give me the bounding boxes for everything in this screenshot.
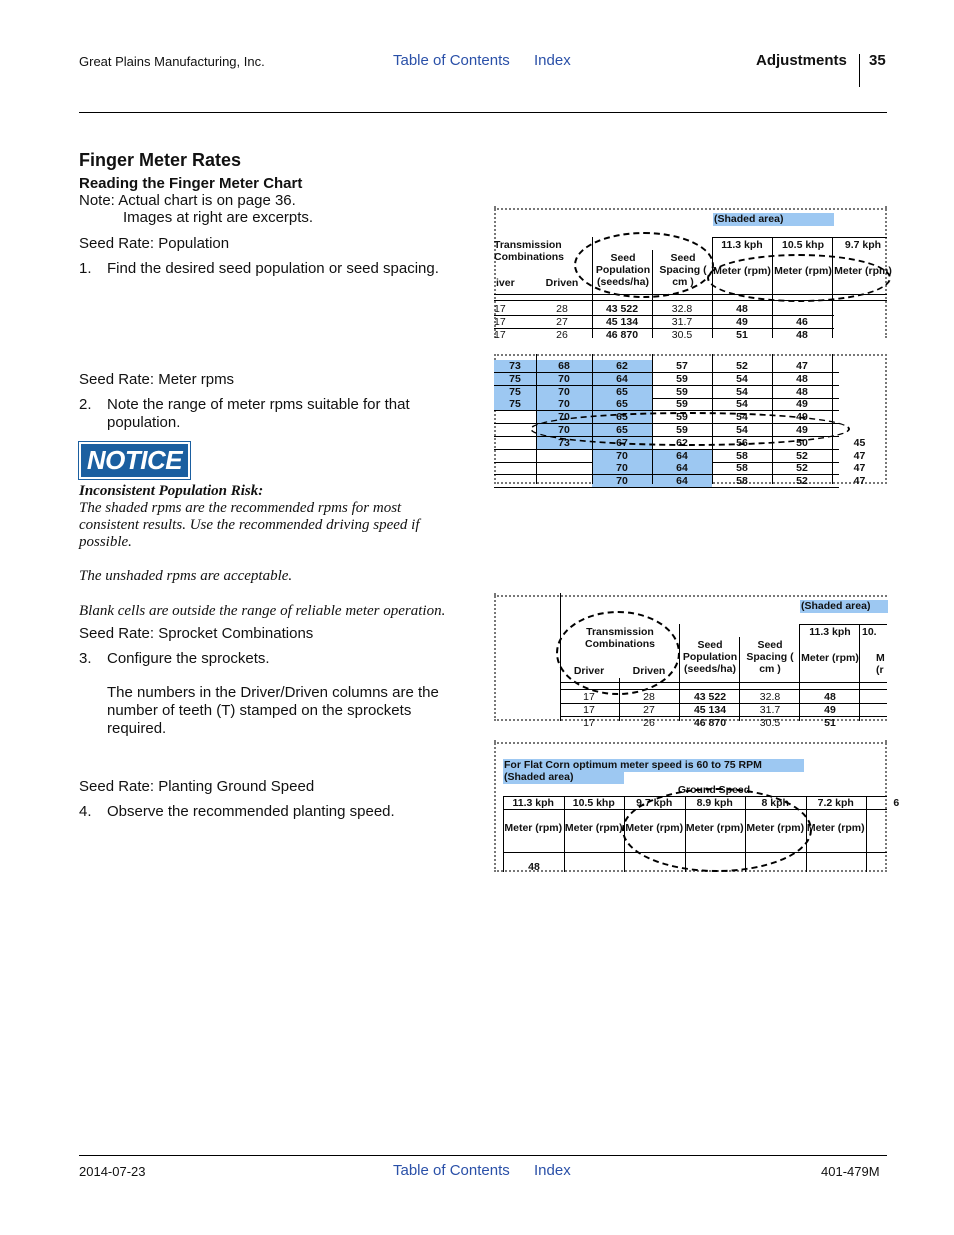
notice-title: Inconsistent Population Risk:	[79, 483, 264, 499]
ground-speed-meter-header: Meter (rpm)	[746, 822, 805, 834]
rpm-cell: 50	[796, 436, 808, 449]
rpm-cell	[536, 450, 592, 462]
rpm-cell: 48	[796, 372, 808, 385]
rpm-cell: 64	[592, 373, 652, 385]
rpm-cell: 70	[536, 411, 592, 423]
rpm-cell	[832, 373, 887, 385]
rpm-cell: 64	[652, 475, 712, 487]
rpm-cell: 59	[676, 385, 688, 398]
sub-heading: Reading the Finger Meter Chart	[79, 175, 303, 192]
ground-speed-label: 10.5 khp	[572, 797, 615, 809]
rpm-cell: 70	[592, 462, 652, 474]
e1-r1-spacing: 32.8	[671, 303, 693, 315]
step1-title: Seed Rate: Population	[79, 235, 230, 252]
rpm-cell: 54	[736, 424, 748, 436]
meter-header-b: Meter (rpm)	[801, 652, 859, 664]
e3-r3-driven: 26	[643, 717, 655, 729]
rpm-cell: 56	[736, 436, 748, 449]
ground-speed-meter-header: Meter (rpm)	[685, 822, 744, 834]
header-rule	[79, 112, 887, 113]
ground-speed-meter-header: Meter (rpm)	[806, 822, 865, 834]
e3-r1-driven: 28	[643, 691, 655, 703]
ground-speed-first-value: 48	[528, 861, 540, 873]
chart-excerpt-population	[494, 206, 892, 341]
rpm-cell: 70	[536, 424, 592, 436]
e1-r2-m1: 49	[736, 316, 748, 328]
ground-speed-highlight-oval	[622, 788, 812, 872]
notice-badge: NOTICE	[79, 442, 190, 479]
ground-speed-label: 8 kph	[761, 797, 789, 809]
section-title: Adjustments	[756, 52, 847, 69]
e1-r2-pop: 45 134	[605, 316, 639, 328]
driver-header: iver	[496, 277, 515, 289]
rpm-cell: 52	[796, 449, 808, 462]
chart-excerpt-sprockets	[494, 593, 887, 729]
e1-r2-driver: 17	[494, 316, 506, 328]
speed-2-b: 10.	[862, 626, 877, 638]
e1-r3-m2: 48	[796, 329, 808, 341]
rpm-cell: 64	[652, 450, 712, 462]
rpm-cell: 54	[736, 398, 748, 411]
driver-header-2: Driver	[573, 665, 605, 677]
rpm-cell: 70	[536, 386, 592, 398]
e1-r2-spacing: 31.7	[671, 316, 693, 328]
ground-speed-col-rule	[564, 796, 565, 872]
meter-header-3: Meter (rpm)	[834, 265, 892, 277]
step3-text: Configure the sprockets.	[107, 650, 270, 667]
speed-1: 11.3 kph	[721, 239, 763, 251]
rpm-cell: 49	[796, 398, 808, 411]
rpm-cell	[494, 437, 536, 449]
ground-speed-header: Ground Speed	[677, 784, 751, 796]
rpm-cell: 73	[536, 437, 592, 449]
rpm-cell: 75	[494, 398, 536, 410]
rpm-col-rule	[536, 354, 537, 484]
transmission-header-2: Transmission Combinations	[585, 626, 655, 650]
e1-r3-pop: 46 870	[605, 329, 639, 341]
shaded-area-label-3: (Shaded area)	[503, 771, 624, 784]
rpm-cell: 62	[592, 360, 652, 372]
population-highlight-oval	[574, 232, 714, 298]
rpm-cell: 52	[796, 475, 808, 488]
e1-r3-m1: 51	[736, 329, 748, 341]
rpm-cell: 75	[494, 373, 536, 385]
notice-paragraph-2: The unshaded rpms are acceptable.	[79, 568, 293, 584]
rpm-cell: 75	[494, 386, 536, 398]
step4-text: Observe the recommended planting speed.	[107, 803, 395, 820]
rpm-cell: 64	[652, 462, 712, 474]
note-line-2: Images at right are excerpts.	[123, 209, 314, 226]
rpm-cell: 47	[853, 462, 866, 475]
chart-excerpt-rpm	[494, 354, 887, 488]
ground-speed-meter-header: Meter (rpm)	[504, 822, 563, 834]
rpm-cell: 68	[536, 360, 592, 372]
rpm-range-oval	[530, 412, 850, 446]
step4-number: 4.	[79, 803, 92, 820]
rpm-cell: 70	[592, 450, 652, 462]
rpm-cell: 70	[536, 373, 592, 385]
e1-r2-driven: 27	[556, 316, 568, 328]
rpm-cell: 47	[796, 360, 808, 372]
notice-paragraph-1: The shaded rpms are the recommended rpms for most consistent results. Use the recommended driving speed if possible.	[79, 500, 420, 550]
ground-speed-col-rule	[866, 796, 867, 872]
rpm-cell: 49	[796, 424, 808, 436]
driven-header: Driven	[545, 277, 579, 289]
rpm-cell: 54	[736, 372, 748, 385]
optimum-speed-banner: For Flat Corn optimum meter speed is 60 to 75 RPM	[503, 759, 804, 772]
rpm-cell: 47	[853, 475, 866, 488]
ground-speed-label: 11.3 kph	[512, 797, 554, 809]
rpm-cell	[832, 398, 887, 410]
footer-index-link[interactable]: Index	[534, 1162, 571, 1179]
rpm-cell	[536, 475, 592, 487]
rpm-col-rule	[832, 354, 833, 484]
e3-r1-driver: 17	[583, 691, 595, 703]
rpm-cell	[832, 360, 887, 372]
e1-r1-driver: 17	[494, 303, 506, 315]
footer-rule	[79, 1155, 887, 1156]
rpm-cell: 65	[592, 411, 652, 423]
e1-r1-m1: 48	[736, 303, 748, 315]
rpm-cell	[832, 411, 887, 423]
e3-r3-pop: 46 870	[693, 717, 727, 729]
header-toc-link[interactable]: Table of Contents	[393, 52, 510, 69]
e1-r3-spacing: 30.5	[671, 329, 693, 341]
e3-r1-pop: 43 522	[693, 691, 727, 703]
footer-date: 2014-07-23	[79, 1164, 146, 1179]
e3-r2-driven: 27	[643, 704, 655, 716]
rpm-cell: 65	[592, 398, 652, 410]
ground-speed-label: 8.9 kph	[696, 797, 733, 809]
e3-r1-m1: 48	[824, 691, 836, 703]
company-name: Great Plains Manufacturing, Inc.	[79, 54, 265, 69]
rpm-cell: 70	[592, 475, 652, 487]
header-divider	[859, 54, 860, 87]
ground-speed-meter-header: Meter (rpm)	[625, 822, 684, 834]
speed-2: 10.5 khp	[781, 239, 825, 251]
rpm-highlight-oval	[707, 254, 891, 302]
step1-number: 1.	[79, 260, 92, 277]
rpm-cell	[494, 450, 536, 462]
ground-speed-col-rule	[503, 796, 504, 872]
spacing-header-2: Seed Spacing ( cm )	[746, 639, 794, 675]
e3-r3-spacing: 30.5	[759, 717, 781, 729]
step3-number: 3.	[79, 650, 92, 667]
rpm-cell: 49	[796, 411, 808, 424]
rpm-cell: 73	[494, 360, 536, 372]
e3-r2-pop: 45 134	[693, 704, 727, 716]
e1-r2-m2: 46	[796, 316, 808, 328]
header-index-link[interactable]: Index	[534, 52, 571, 69]
page-number: 35	[869, 52, 886, 69]
speed-3: 9.7 kph	[844, 239, 882, 251]
rpm-cell: 67	[592, 437, 652, 449]
footer-doc-number: 401-479M	[821, 1164, 880, 1179]
rpm-cell: 65	[592, 386, 652, 398]
meter-header-1: Meter (rpm)	[713, 265, 771, 277]
step3-paragraph: The numbers in the Driver/Driven columns are the number of teeth (T) stamped on the sprockets required.	[107, 684, 439, 737]
ground-speed-label: 7.2 kph	[817, 797, 854, 809]
rpm-cell: 65	[592, 424, 652, 436]
rpm-cell: 58	[736, 475, 748, 488]
note-line-1: Note: Actual chart is on page 36.	[79, 192, 296, 209]
population-header: Seed Population (seeds/ha)	[595, 252, 651, 288]
rpm-cell: 58	[736, 462, 748, 475]
e3-r2-m1: 49	[824, 704, 836, 716]
rpm-row-rule	[494, 487, 839, 488]
rpm-cell: 47	[853, 449, 866, 462]
e3-r2-driver: 17	[583, 704, 595, 716]
sprocket-highlight-oval	[556, 611, 680, 695]
step2-text: Note the range of meter rpms suitable for that population.	[107, 396, 410, 431]
step4-title: Seed Rate: Planting Ground Speed	[79, 778, 315, 795]
page-heading: Finger Meter Rates	[79, 150, 242, 170]
transmission-header: Transmission Combinations	[494, 239, 564, 263]
rpm-cell: 59	[676, 424, 688, 436]
rpm-cell: 45	[853, 436, 866, 449]
rpm-cell: 62	[676, 436, 688, 449]
rpm-cell: 52	[796, 462, 808, 475]
notice-paragraph-3: Blank cells are outside the range of reliable meter operation.	[79, 603, 446, 619]
chart-excerpt-ground-speed	[494, 740, 900, 873]
e1-r1-driven: 28	[556, 303, 568, 315]
rpm-cell	[494, 462, 536, 474]
meter-header-cut: M (r	[876, 652, 885, 676]
e1-r3-driver: 17	[494, 329, 506, 341]
rpm-cell	[536, 462, 592, 474]
step3-title: Seed Rate: Sprocket Combinations	[79, 625, 314, 642]
population-header-2: Seed Population (seeds/ha)	[682, 639, 738, 675]
e1-r3-driven: 26	[556, 329, 568, 341]
rpm-cell: 52	[736, 360, 748, 372]
rpm-cell: 54	[736, 411, 748, 424]
footer-toc-link[interactable]: Table of Contents	[393, 1162, 510, 1179]
rpm-cell: 70	[536, 398, 592, 410]
ground-speed-meter-header: Meter (rpm)	[564, 822, 623, 834]
rpm-cell: 59	[676, 411, 688, 424]
rpm-cell	[494, 475, 536, 487]
ground-speed-label: 6	[893, 797, 900, 809]
ground-speed-label: 9.7 kph	[636, 797, 673, 809]
driven-header-2: Driven	[632, 665, 666, 677]
rpm-cell: 48	[796, 385, 808, 398]
shaded-area-label-2: (Shaded area)	[800, 600, 888, 613]
rpm-cell: 59	[676, 372, 688, 385]
rpm-cell	[832, 386, 887, 398]
shaded-area-label: (Shaded area)	[713, 213, 834, 226]
spacing-header: Seed Spacing ( cm )	[659, 252, 707, 288]
rpm-cell: 59	[676, 398, 688, 411]
step2-number: 2.	[79, 396, 92, 413]
e3-r3-m1: 51	[824, 717, 836, 729]
e1-r1-pop: 43 522	[605, 303, 639, 315]
rpm-cell: 54	[736, 385, 748, 398]
rpm-cell: 58	[736, 449, 748, 462]
step1-text: Find the desired seed population or seed spacing.	[107, 260, 439, 277]
rpm-cell: 57	[676, 360, 688, 372]
e3-r2-spacing: 31.7	[759, 704, 781, 716]
speed-1-b: 11.3 kph	[809, 626, 851, 638]
meter-header-2: Meter (rpm)	[774, 265, 832, 277]
step2-title: Seed Rate: Meter rpms	[79, 371, 235, 388]
e3-r3-driver: 17	[583, 717, 595, 729]
rpm-cell	[494, 411, 536, 423]
e3-r1-spacing: 32.8	[759, 691, 781, 703]
